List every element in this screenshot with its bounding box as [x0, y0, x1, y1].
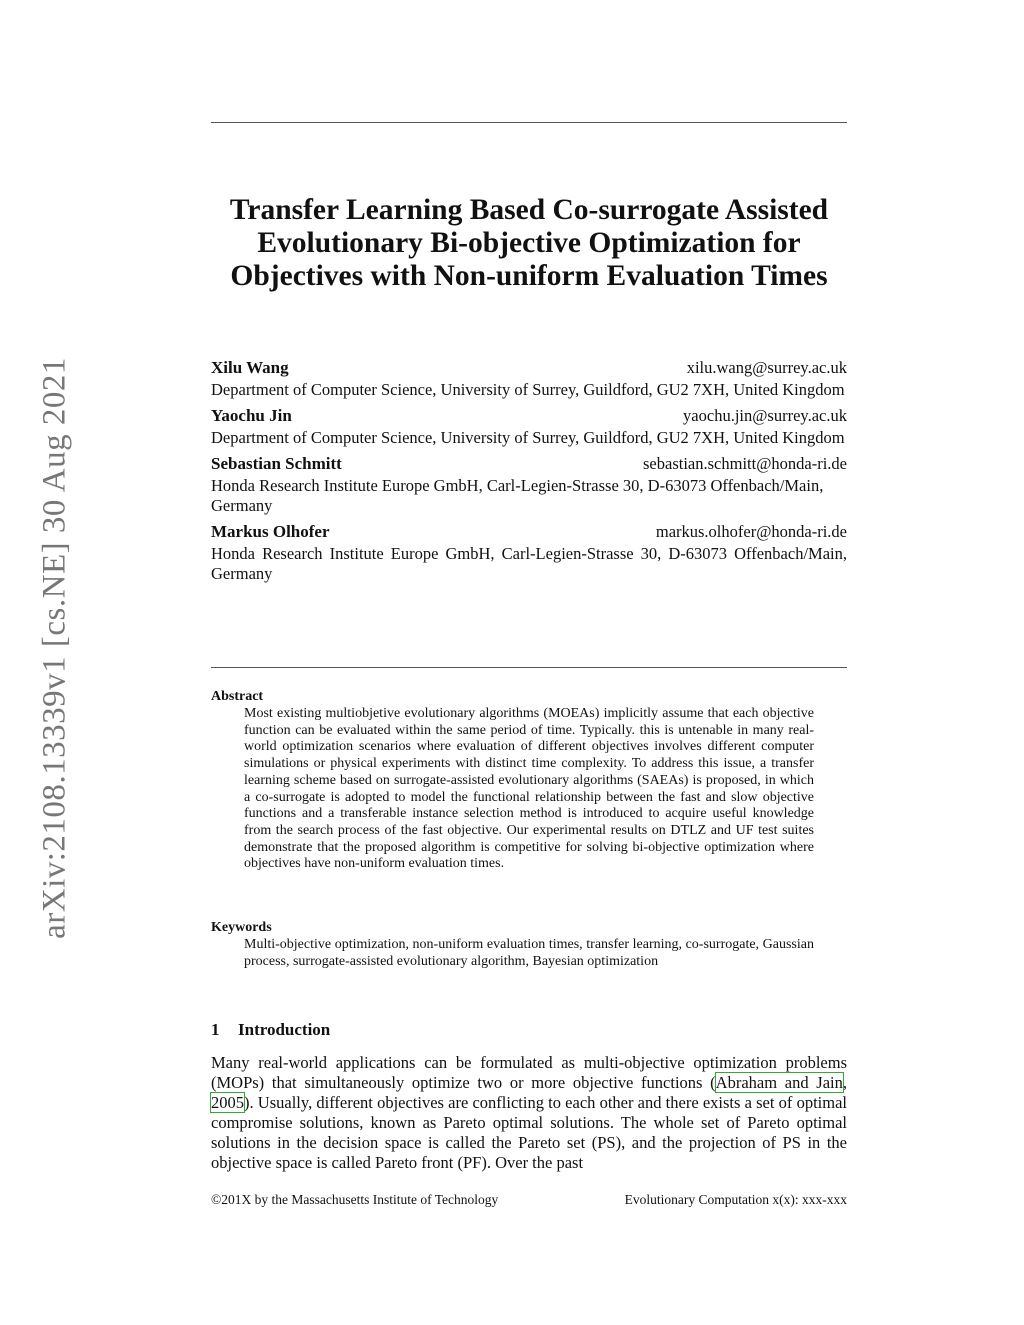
author-affiliation: Department of Computer Science, University of Surrey, Guildford, GU2 7XH, United Kingdom — [211, 380, 845, 399]
section-heading — [211, 1019, 847, 1041]
arxiv-identifier: arXiv:2108.13339v1 [cs.NE] 30 Aug 2021 — [36, 357, 73, 939]
keywords-text: Multi-objective optimization, non-uniform evaluation times, transfer learning, co-surrogate, Gaussian process, surrogate-assisted evolutionary algorithm, Bayesian optimization — [244, 937, 814, 969]
author-email: markus.olhofer@honda-ri.de — [655, 522, 847, 541]
author-name: Xilu Wang — [211, 358, 289, 377]
citation-link-year[interactable]: 2005 — [211, 1093, 244, 1112]
keywords-label: Keywords — [211, 920, 272, 935]
title-line-3: Objectives with Non-uniform Evaluation Times — [230, 260, 828, 292]
abstract-text: Most existing multiobjetive evolutionary algorithms (MOEAs) implicitly assume that each objective function can be evaluated within the same period of time. Typically. this is untenable in many real-world optimization scenarios where evaluation of different objectives involves different computer simulations or physical experiments with distinct time complexity. To address this issue, a transfer learning scheme based on surrogate-assisted evolutionary algorithms (SAEAs) is proposed, in which a co-surrogate is adopted to model the functional relationship between the fast and slow objective functions and a transferable instance selection method is introduced to acquire useful knowledge from the search process of the fast objective. Our experimental results on DTLZ and UF test suites demonstrate that the proposed algorithm is competitive for solving bi-objective optimization where objectives have non-uniform evaluation times. — [244, 706, 814, 872]
title-line-1: Transfer Learning Based Co-surrogate Assisted — [229, 194, 829, 226]
journal-info: Evolutionary Computation x(x): xxx-xxx — [624, 1192, 847, 1207]
author-name: Sebastian Schmitt — [211, 454, 342, 473]
author-affiliation: Honda Research Institute Europe GmbH, Carl-Legien-Strasse 30, D-63073 Offenbach/Main, Germany — [211, 544, 847, 583]
author-block — [211, 358, 847, 400]
page-footer — [211, 1192, 847, 1208]
title-line-2: Evolutionary Bi-objective Optimization for — [257, 227, 801, 259]
section-title: Introduction — [238, 1020, 331, 1039]
abstract-section — [211, 688, 847, 873]
author-affiliation: Honda Research Institute Europe GmbH, Carl-Legien-Strasse 30, D-63073 Offenbach/Main, Germany — [211, 476, 824, 515]
introduction-section — [211, 1019, 847, 1173]
paper-title — [200, 194, 858, 293]
author-email: xilu.wang@surrey.ac.uk — [686, 358, 847, 377]
paragraph-text: Many real-world applications can be formulated as multi-objective optimization problems (MOPs) that simultaneously optimize two or more objective functions ( — [211, 1053, 847, 1092]
copyright-notice: ©201X by the Massachusetts Institute of Technology — [211, 1192, 499, 1207]
abstract-label: Abstract — [211, 689, 264, 704]
introduction-paragraph — [211, 1053, 847, 1173]
author-email: yaochu.jin@surrey.ac.uk — [683, 406, 847, 425]
top-rule — [211, 122, 847, 123]
paragraph-text: ). Usually, different objectives are conflicting to each other and there exists a set of optimal compromise solutions, known as Pareto optimal solutions. The whole set of Pareto optimal solutions in the decision space is called the Pareto set (PS), and the projection of PS in the objective space is called Pareto front (PF). Over the past — [211, 1093, 847, 1172]
author-name: Yaochu Jin — [211, 406, 292, 425]
author-list — [211, 358, 847, 590]
section-number: 1 — [211, 1020, 220, 1039]
abstract-rule — [211, 667, 847, 668]
author-name: Markus Olhofer — [211, 522, 330, 541]
author-block — [211, 406, 847, 448]
citation-link-author[interactable]: Abraham and Jain — [715, 1073, 843, 1092]
citation-separator: , — [842, 1073, 847, 1092]
author-email: sebastian.schmitt@honda-ri.de — [643, 454, 847, 473]
author-block — [211, 454, 847, 516]
keywords-section — [211, 919, 847, 970]
author-block — [211, 522, 847, 584]
author-affiliation: Department of Computer Science, University of Surrey, Guildford, GU2 7XH, United Kingdom — [211, 428, 845, 447]
